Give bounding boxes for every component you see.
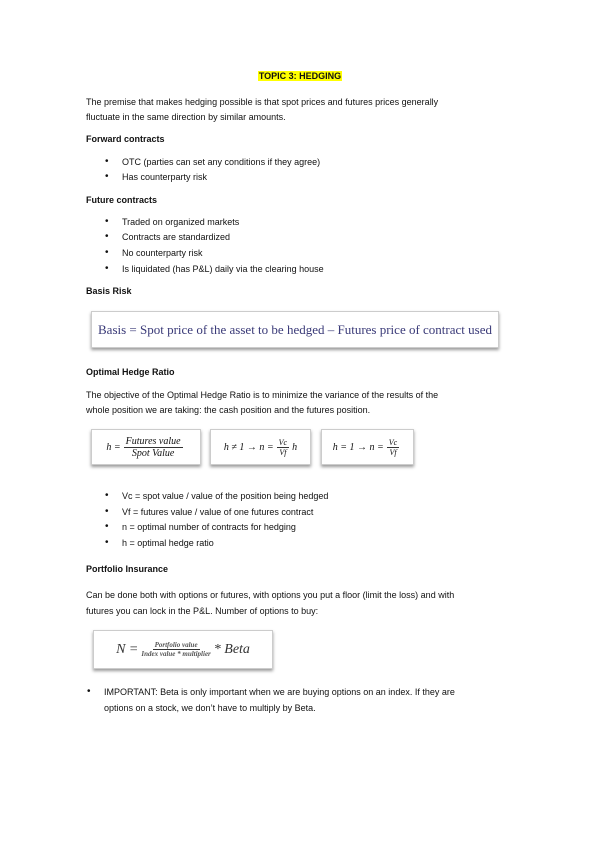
- formula-denominator: Spot Value: [131, 447, 175, 459]
- ohr-text: The objective of the Optimal Hedge Ratio is to minimize the variance of the results of the: [86, 390, 439, 400]
- important-note: • IMPORTANT: Beta is only important when we are buying options on an index. If they are: [104, 686, 455, 698]
- ohr-text: whole position we are taking: the cash position and the futures position.: [86, 405, 371, 415]
- formula-lhs: N =: [116, 641, 139, 657]
- formula-numerator: Vc: [278, 437, 288, 447]
- intro-line: The premise that makes hedging possible is that spot prices and futures prices generally: [86, 97, 439, 107]
- list-item: • Traded on organized markets: [122, 216, 239, 228]
- formula-numerator: Vc: [388, 437, 398, 447]
- formula-rhs: * Beta: [213, 641, 250, 657]
- pi-text: Can be done both with options or futures, with options you put a floor (limit the loss) and with: [86, 590, 455, 600]
- formula-denominator: Index value * multiplier: [141, 650, 211, 658]
- options-count-formula: [93, 630, 273, 669]
- formula-denominator: Vf: [279, 447, 287, 457]
- list-item: • n = optimal number of contracts for hedging: [122, 521, 296, 533]
- future-heading: Future contracts: [86, 195, 158, 205]
- list-item: • No counterparty risk: [122, 247, 203, 259]
- list-item: • Is liquidated (has P&L) daily via the clearing house: [122, 263, 324, 275]
- list-item: • Has counterparty risk: [122, 171, 207, 183]
- formula-lhs: h ≠ 1 → n =: [223, 441, 274, 453]
- important-note-cont: options on a stock, we don’t have to multiply by Beta.: [104, 703, 316, 713]
- basis-heading: Basis Risk: [86, 286, 132, 296]
- intro-line: fluctuate in the same direction by similar amounts.: [86, 112, 286, 122]
- list-item: • Vc = spot value / value of the position being hedged: [122, 490, 328, 502]
- formula-numerator: Futures value: [125, 435, 181, 447]
- basis-formula: [91, 311, 499, 348]
- contracts-formula-h-not-1: [210, 429, 311, 465]
- contracts-formula-h-1: [321, 429, 414, 465]
- formula-numerator: Portfolio value: [154, 641, 198, 649]
- pi-text: futures you can lock in the P&L. Number of options to buy:: [86, 606, 319, 616]
- list-item: • Contracts are standardized: [122, 231, 230, 243]
- pi-heading: Portfolio Insurance: [86, 564, 169, 574]
- hedge-ratio-formula: [91, 429, 201, 465]
- formula-rhs: h: [292, 441, 298, 453]
- formula-denominator: Vf: [389, 447, 397, 457]
- list-item: • OTC (parties can set any conditions if they agree): [122, 156, 320, 168]
- formula-lhs: h = 1 → n =: [332, 441, 384, 453]
- page-title: [0, 70, 600, 82]
- basis-formula-text: Basis = Spot price of the asset to be hedged – Futures price of contract used: [98, 321, 492, 337]
- forward-heading: Forward contracts: [86, 134, 165, 144]
- title-text: TOPIC 3: HEDGING: [258, 71, 342, 81]
- list-item: • Vf = futures value / value of one futures contract: [122, 506, 313, 518]
- ohr-heading: Optimal Hedge Ratio: [86, 367, 175, 377]
- list-item: • h = optimal hedge ratio: [122, 537, 214, 549]
- formula-lhs: h =: [106, 441, 121, 453]
